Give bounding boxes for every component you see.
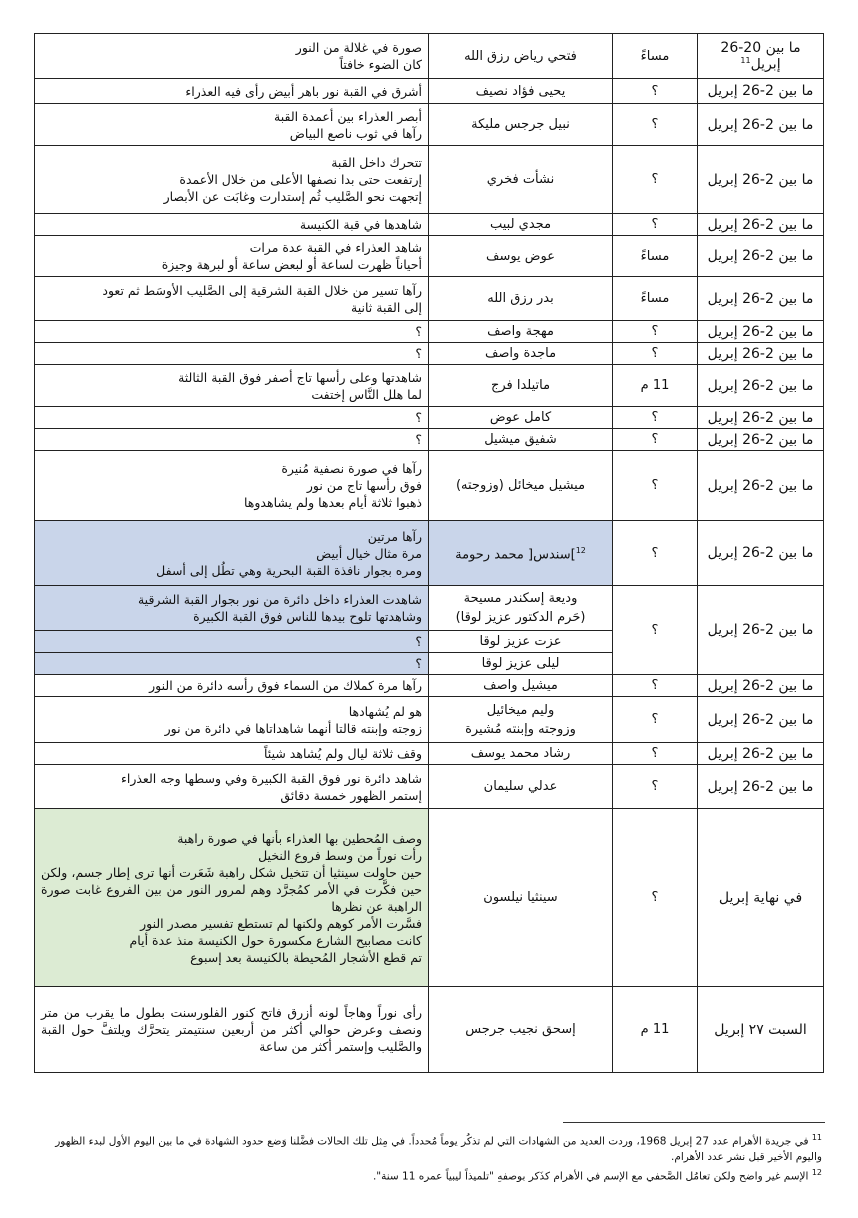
date-cell: [698, 429, 824, 451]
witness-name-cell: [429, 146, 613, 214]
description-line: شاهدتها وعلى رأسها تاج أصفر فوق القبة الثالثة: [178, 369, 422, 385]
description-line: أبصر العذراء بين أعمدة القبة: [274, 108, 422, 124]
date-cell: [698, 697, 824, 743]
time-cell: [613, 277, 698, 321]
description-cell: [35, 429, 429, 451]
description-line: صورة في غلالة من النور: [295, 40, 422, 55]
witness-name: ماتيلدا فرج: [490, 378, 551, 393]
date-cell: [698, 586, 824, 675]
date-text: ما بين 20-26 إبريل: [720, 39, 801, 73]
description-cell: [35, 321, 429, 343]
table-row: [35, 429, 824, 451]
description-line: تتحرك داخل القبة: [331, 155, 422, 170]
witness-name-text: ]سندس[ محمد رحومة: [455, 547, 576, 563]
date-text: ما بين 2-26 إبريل: [707, 83, 814, 99]
witness-name-cell: [429, 809, 613, 987]
table-row: [35, 586, 824, 631]
table-row: [35, 321, 824, 343]
witness-name: رشاد محمد يوسف: [470, 746, 571, 761]
description-line: وصف المُحطين بها العذراء بأنها في صورة راهبة: [177, 830, 422, 846]
description-cell: [35, 451, 429, 521]
table-row: [35, 407, 824, 429]
witness-name-cell: [429, 743, 613, 765]
time-text: ؟: [651, 432, 659, 447]
witness-name: إسحق نجيب جرجس: [465, 1022, 576, 1037]
witness-name: مهجة واصف: [487, 324, 554, 339]
description-line: ؟: [415, 324, 422, 339]
witness-name: شفيق ميشيل: [484, 432, 557, 447]
description-cell: [35, 79, 429, 104]
description-cell: [35, 586, 429, 631]
witness-name-cell: [429, 277, 613, 321]
description-line: كان الضوء خافتاً: [339, 57, 422, 72]
date-cell: [698, 451, 824, 521]
date-cell: [698, 365, 824, 407]
date-text: ما بين 2-26 إبريل: [707, 778, 814, 795]
description-cell: [35, 809, 429, 987]
table-body: [35, 34, 824, 1073]
time-text: 11 م: [640, 1022, 670, 1037]
table-row: [35, 697, 824, 743]
table-row: [35, 236, 824, 277]
footnote-divider: [563, 1122, 825, 1123]
description-cell: [35, 146, 429, 214]
witness-name: نشأت فخري: [486, 172, 555, 187]
table-row: [35, 214, 824, 236]
witness-name: عزت عزيز لوقا: [479, 634, 562, 649]
date-text: ما بين 2-26 إبريل: [707, 431, 814, 448]
date-text: ما بين 2-26 إبريل: [707, 545, 814, 561]
description-cell: [35, 365, 429, 407]
date-text: ما بين 2-26 إبريل: [707, 345, 814, 362]
footnote-number: 11: [811, 1133, 822, 1142]
table-row: [35, 675, 824, 697]
witness-name-cell: [429, 34, 613, 79]
witness-name: وليم ميخائيل: [486, 702, 555, 718]
description-line: ذهبوا ثلاثة أيام بعدها ولم يشاهدوها: [243, 495, 422, 510]
witness-name: ماجدة واصف: [484, 346, 557, 361]
description-line: ومره بجوار نافذة القبة البحرية وهي تطُل إلى أسفل: [156, 562, 422, 578]
table-row: [35, 743, 824, 765]
table-row: [35, 146, 824, 214]
description-line: ؟: [415, 432, 422, 447]
footnote-text: في جريدة الأهرام عدد 27 إبريل 1968، وردت العديد من الشهادات التي لم تذكُر يوماً مُحدداً. في مِثل تلك الحالات فضَّلنا وَضع حدود الشهادة في ما بين اليوم الأول لبدء الظهور واليوم الأخير قبل نشر عدد الأهرام.: [55, 1135, 822, 1163]
witness-name: ليلى عزيز لوقا: [481, 656, 560, 671]
time-text: ؟: [651, 890, 659, 905]
time-text: ؟: [651, 478, 659, 493]
description-cell: [35, 277, 429, 321]
time-cell: [613, 321, 698, 343]
witness-name: ميشيل واصف: [483, 678, 558, 693]
table-row: [35, 521, 824, 586]
witness-name-cell: [429, 631, 613, 653]
time-cell: [613, 236, 698, 277]
description-cell: [35, 653, 429, 675]
description-cell: [35, 104, 429, 146]
time-text: ؟: [651, 324, 659, 339]
time-cell: [613, 214, 698, 236]
description-line: زوجته وإبنته قالتا أنهما شاهداتاها في دائرة من نور: [164, 720, 422, 736]
witness-name: يحيى فؤاد نصيف: [475, 83, 566, 99]
date-cell: [698, 146, 824, 214]
time-text: ؟: [651, 83, 659, 99]
description-line: فسَّرت الأمر كوهم ولكنها لم تستطع تفسير مصدر النور: [140, 915, 422, 931]
time-cell: [613, 34, 698, 79]
footnote: [52, 1165, 822, 1185]
table-row: [35, 987, 824, 1073]
date-text: ما بين 2-26 إبريل: [707, 290, 814, 307]
description-line: ؟: [415, 634, 422, 649]
description-cell: [35, 765, 429, 809]
time-text: 11 م: [640, 378, 670, 393]
description-cell: [35, 987, 429, 1073]
table-row: [35, 104, 824, 146]
time-text: ؟: [651, 746, 659, 761]
table-row: [35, 365, 824, 407]
description-cell: [35, 236, 429, 277]
date-cell: [698, 236, 824, 277]
time-cell: [613, 451, 698, 521]
date-text: ما بين 2-26 إبريل: [707, 745, 814, 762]
description-cell: [35, 631, 429, 653]
witness-name-cell: [429, 321, 613, 343]
description-line: رآها في ثوب ناصع البياض: [289, 125, 422, 141]
description-cell: [35, 407, 429, 429]
date-text: ما بين 2-26 إبريل: [707, 677, 814, 694]
footnote-ref: 12: [575, 546, 586, 556]
witness-name: سينثيا نيلسون: [483, 890, 558, 905]
time-cell: [613, 987, 698, 1073]
witness-name: عوض يوسف: [485, 248, 555, 264]
date-text: ما بين 2-26 إبريل: [707, 116, 814, 133]
time-text: ؟: [651, 172, 659, 187]
witness-name: عدلي سليمان: [483, 779, 558, 794]
date-cell: [698, 34, 824, 79]
time-cell: [613, 743, 698, 765]
footnote-text: الإسم غير واضح ولكن تعامُل الصَّحفي مع الإسم في الأهرام كذَكر بوصفهِ "تلميذاً ليبياً عمره 11 سنة".: [372, 1170, 809, 1182]
time-cell: [613, 407, 698, 429]
date-text: ما بين 2-26 إبريل: [707, 409, 814, 426]
description-line: ؟: [415, 410, 422, 425]
time-cell: [613, 365, 698, 407]
description-line: شاهدت العذراء داخل دائرة من نور بجوار القبة الشرقية: [137, 592, 422, 607]
footnotes: [52, 1130, 822, 1184]
witness-name: وديعة إسكندر مسيحة: [463, 591, 578, 606]
witness-name-cell: [429, 79, 613, 104]
description-line: رآها تسير من خلال القبة الشرقية إلى الصَّليب الأوسَط ثم تعود: [102, 282, 422, 298]
witness-name-cell: [429, 765, 613, 809]
table-row: [35, 451, 824, 521]
description-paragraph: رأى نوراً وهاجاً لونه أزرق فاتح كنور الفلورسنت بطول ما يقرب من متر ونصف وعرض حوالي أكثر من أربعين سنتيمتر يتحرَّك ويلتفَّ حول القبة والصَّليب وإستمر أكثر من ساعة: [41, 1005, 422, 1054]
footnote-ref: 11: [740, 55, 751, 65]
description-line: رأت نوراً من وسط فروع النخيل: [258, 847, 422, 863]
witness-name: فتحي رياض رزق الله: [464, 48, 577, 64]
description-cell: [35, 214, 429, 236]
description-line: ؟: [415, 656, 422, 671]
witness-name-cell: [429, 653, 613, 675]
date-cell: [698, 743, 824, 765]
description-line: مرة مثال خيال أبيض: [316, 545, 422, 561]
time-cell: [613, 697, 698, 743]
description-line: إرتفعت حتى بدا نصفها الأعلى من خلال الأعمدة: [179, 172, 422, 187]
date-text: ما بين 2-26 إبريل: [707, 622, 814, 638]
description-paragraph: حين حاولت سينثيا أن تتخيل شكل راهبة شَعَرت أنها ترى إطار جسم، ولكن حين فكَّرت في الأمر كمُجرَّد وهم لمرور النور من بين الفروع غابت صورة الراهبة عن نظرها: [41, 864, 422, 914]
date-cell: [698, 809, 824, 987]
time-text: ؟: [651, 712, 659, 727]
date-text: ما بين 2-26 إبريل: [707, 323, 814, 340]
date-text: ما بين 2-26 إبريل: [707, 377, 814, 394]
witness-name: نبيل جرجس مليكة: [471, 117, 570, 132]
description-cell: [35, 34, 429, 79]
time-cell: [613, 79, 698, 104]
time-text: ؟: [651, 217, 659, 232]
date-text: السبت ٢٧ إبريل: [714, 1021, 807, 1038]
date-cell: [698, 343, 824, 365]
description-line: شاهد العذراء في القبة عدة مرات: [249, 240, 422, 255]
witness-name-cell: [429, 429, 613, 451]
time-cell: [613, 809, 698, 987]
time-text: مساءً: [640, 291, 670, 306]
description-cell: [35, 743, 429, 765]
description-line: تم قطع الأشجار المُحيطة بالكنيسة بعد إسبوع: [190, 949, 422, 965]
table-row: [35, 809, 824, 987]
time-text: ؟: [651, 779, 659, 794]
witness-name: (حَرم الدكتور عزيز لوقا): [455, 610, 586, 625]
date-cell: [698, 987, 824, 1073]
description-line: شاهدها في قبة الكنيسة: [299, 217, 422, 232]
witness-name-cell: [429, 586, 613, 631]
description-line: إلى القبة ثانية: [351, 299, 422, 315]
time-text: مساءً: [640, 48, 670, 64]
table-row: [35, 343, 824, 365]
time-cell: [613, 343, 698, 365]
description-line: إتجهت نحو الصَّليب ثُم إستدارت وغابَت عن الأبصار: [163, 189, 422, 204]
description-line: وشاهدتها تلوح بيدها للناس فوق القبة الكبيرة: [193, 609, 422, 624]
date-text: ما بين 2-26 إبريل: [707, 171, 814, 188]
description-cell: [35, 697, 429, 743]
description-line: رآها في صورة نصفية مُنيرة: [281, 461, 422, 476]
description-line: أحياناً ظهرت لساعة أو لبعض ساعة أو لبرهة وجيزة: [161, 257, 422, 272]
time-cell: [613, 586, 698, 675]
table-row: [35, 34, 824, 79]
time-text: ؟: [651, 622, 659, 638]
witness-name: [435, 541, 606, 564]
time-cell: [613, 521, 698, 586]
time-cell: [613, 146, 698, 214]
description-line: إستمر الظهور خمسة دقائق: [280, 787, 422, 803]
date-cell: [698, 765, 824, 809]
table-row: [35, 765, 824, 809]
witness-name: مجدي لبيب: [489, 217, 552, 232]
date-cell: [698, 407, 824, 429]
description-cell: [35, 521, 429, 586]
time-cell: [613, 765, 698, 809]
witness-name-cell: [429, 697, 613, 743]
date-text: ما بين 2-26 إبريل: [707, 711, 814, 728]
description-cell: [35, 675, 429, 697]
time-text: ؟: [651, 346, 659, 361]
witness-name: وزوجته وإبنته مُشيرة: [465, 721, 576, 737]
time-text: ؟: [651, 410, 659, 425]
date-cell: [698, 321, 824, 343]
date-cell: [698, 104, 824, 146]
witness-name-cell: [429, 675, 613, 697]
description-line: فوق رأسها تاج من نور: [306, 478, 422, 493]
description-line: شاهد دائرة نور فوق القبة الكبيرة وفي وسطها وجه العذراء: [120, 770, 422, 786]
witness-name: كامل عوض: [489, 410, 552, 425]
time-cell: [613, 675, 698, 697]
table-row: [35, 277, 824, 321]
date-cell: [698, 521, 824, 586]
description-line: ؟: [415, 346, 422, 361]
description-line: كانت مصابيح الشارع مكسورة حول الكنيسة منذ عدة أيام: [129, 932, 422, 948]
time-text: مساءً: [640, 248, 670, 264]
time-cell: [613, 104, 698, 146]
witness-name-cell: [429, 343, 613, 365]
footnote-number: 12: [811, 1167, 822, 1177]
footnote: [52, 1130, 822, 1165]
table-row: [35, 79, 824, 104]
witness-name-cell: [429, 104, 613, 146]
time-cell: [613, 429, 698, 451]
time-text: ؟: [651, 678, 659, 693]
witness-name-cell: [429, 365, 613, 407]
time-text: ؟: [651, 545, 659, 561]
description-line: أشرق في القبة نور باهر أبيض رأى فيه العذراء: [185, 83, 422, 99]
witness-name: بدر رزق الله: [487, 291, 554, 306]
date-text: في نهاية إبريل: [718, 889, 803, 906]
description-line: رآها مرة كملاك من السماء فوق رأسه دائرة من النور: [149, 678, 422, 693]
date-cell: [698, 675, 824, 697]
witness-name-cell: [429, 236, 613, 277]
date-cell: [698, 277, 824, 321]
witness-name: ميشيل ميخائل (وزوجته): [455, 478, 586, 493]
testimony-table: [34, 33, 824, 1073]
date-cell: [698, 214, 824, 236]
witness-name-cell: [429, 214, 613, 236]
date-text: ما بين 2-26 إبريل: [707, 248, 814, 264]
time-text: ؟: [651, 117, 659, 132]
description-line: لما هلل النَّاس إختفت: [311, 386, 422, 402]
description-line: رآها مرتين: [367, 528, 422, 544]
description-cell: [35, 343, 429, 365]
witness-name-cell: [429, 451, 613, 521]
description-line: وقف ثلاثة ليال ولم يُشاهد شيئاً: [264, 746, 422, 761]
date-cell: [698, 79, 824, 104]
witness-name-cell: [429, 987, 613, 1073]
date-text: ما بين 2-26 إبريل: [707, 216, 814, 233]
description-line: هو لم يُشهادها: [348, 703, 422, 719]
witness-name-cell: [429, 407, 613, 429]
date-text: ما بين 2-26 إبريل: [707, 477, 814, 494]
witness-name-cell: [429, 521, 613, 586]
